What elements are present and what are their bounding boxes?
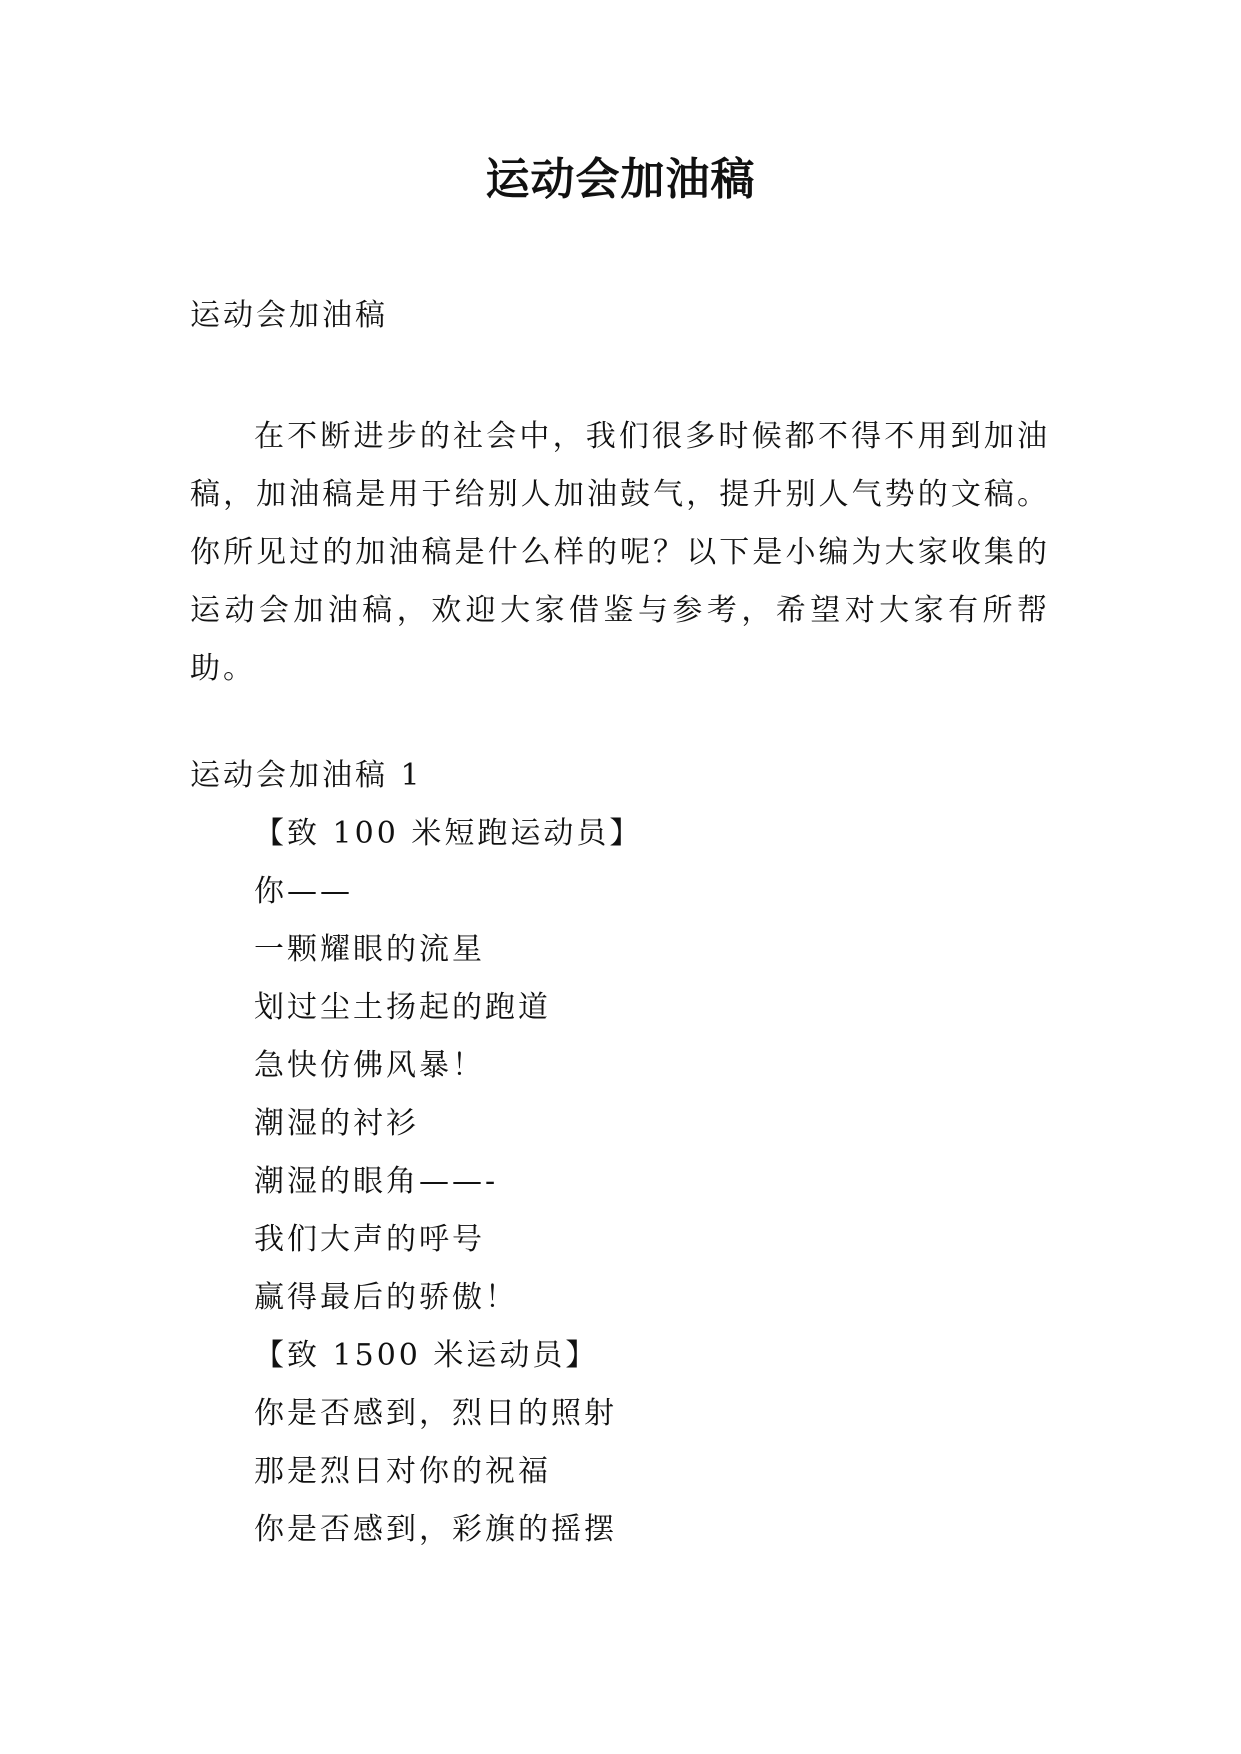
- intro-paragraph: 在不断进步的社会中，我们很多时候都不得不用到加油稿，加油稿是用于给别人加油鼓气，提升别人气势的文稿。你所见过的加油稿是什么样的呢？以下是小编为大家收集的运动会加油稿，欢迎大家借鉴与参考，希望对大家有所帮助。: [190, 419, 1050, 686]
- verse-line: 【致 1500 米运动员】: [254, 1338, 599, 1373]
- document-title: 运动会加油稿: [485, 154, 756, 205]
- verse-line: 你是否感到，彩旗的摇摆: [254, 1512, 617, 1547]
- verse-line: 急快仿佛风暴！: [254, 1048, 485, 1083]
- verse-line: 一颗耀眼的流星: [254, 932, 485, 967]
- verse-line: 那是烈日对你的祝福: [254, 1454, 551, 1489]
- verse-line: 划过尘土扬起的跑道: [254, 990, 551, 1025]
- verse-line: 你——: [254, 874, 353, 909]
- verse-line: 你是否感到，烈日的照射: [254, 1396, 617, 1431]
- verse-line: 【致 100 米短跑运动员】: [254, 816, 643, 851]
- section-heading: 运动会加油稿 1: [190, 758, 423, 793]
- document-subtitle: 运动会加油稿: [190, 298, 388, 333]
- verse-line: 我们大声的呼号: [254, 1222, 485, 1257]
- verse-line: 潮湿的眼角——-: [254, 1164, 499, 1199]
- verse-line: 赢得最后的骄傲！: [254, 1280, 518, 1315]
- verse-line: 潮湿的衬衫: [254, 1106, 419, 1141]
